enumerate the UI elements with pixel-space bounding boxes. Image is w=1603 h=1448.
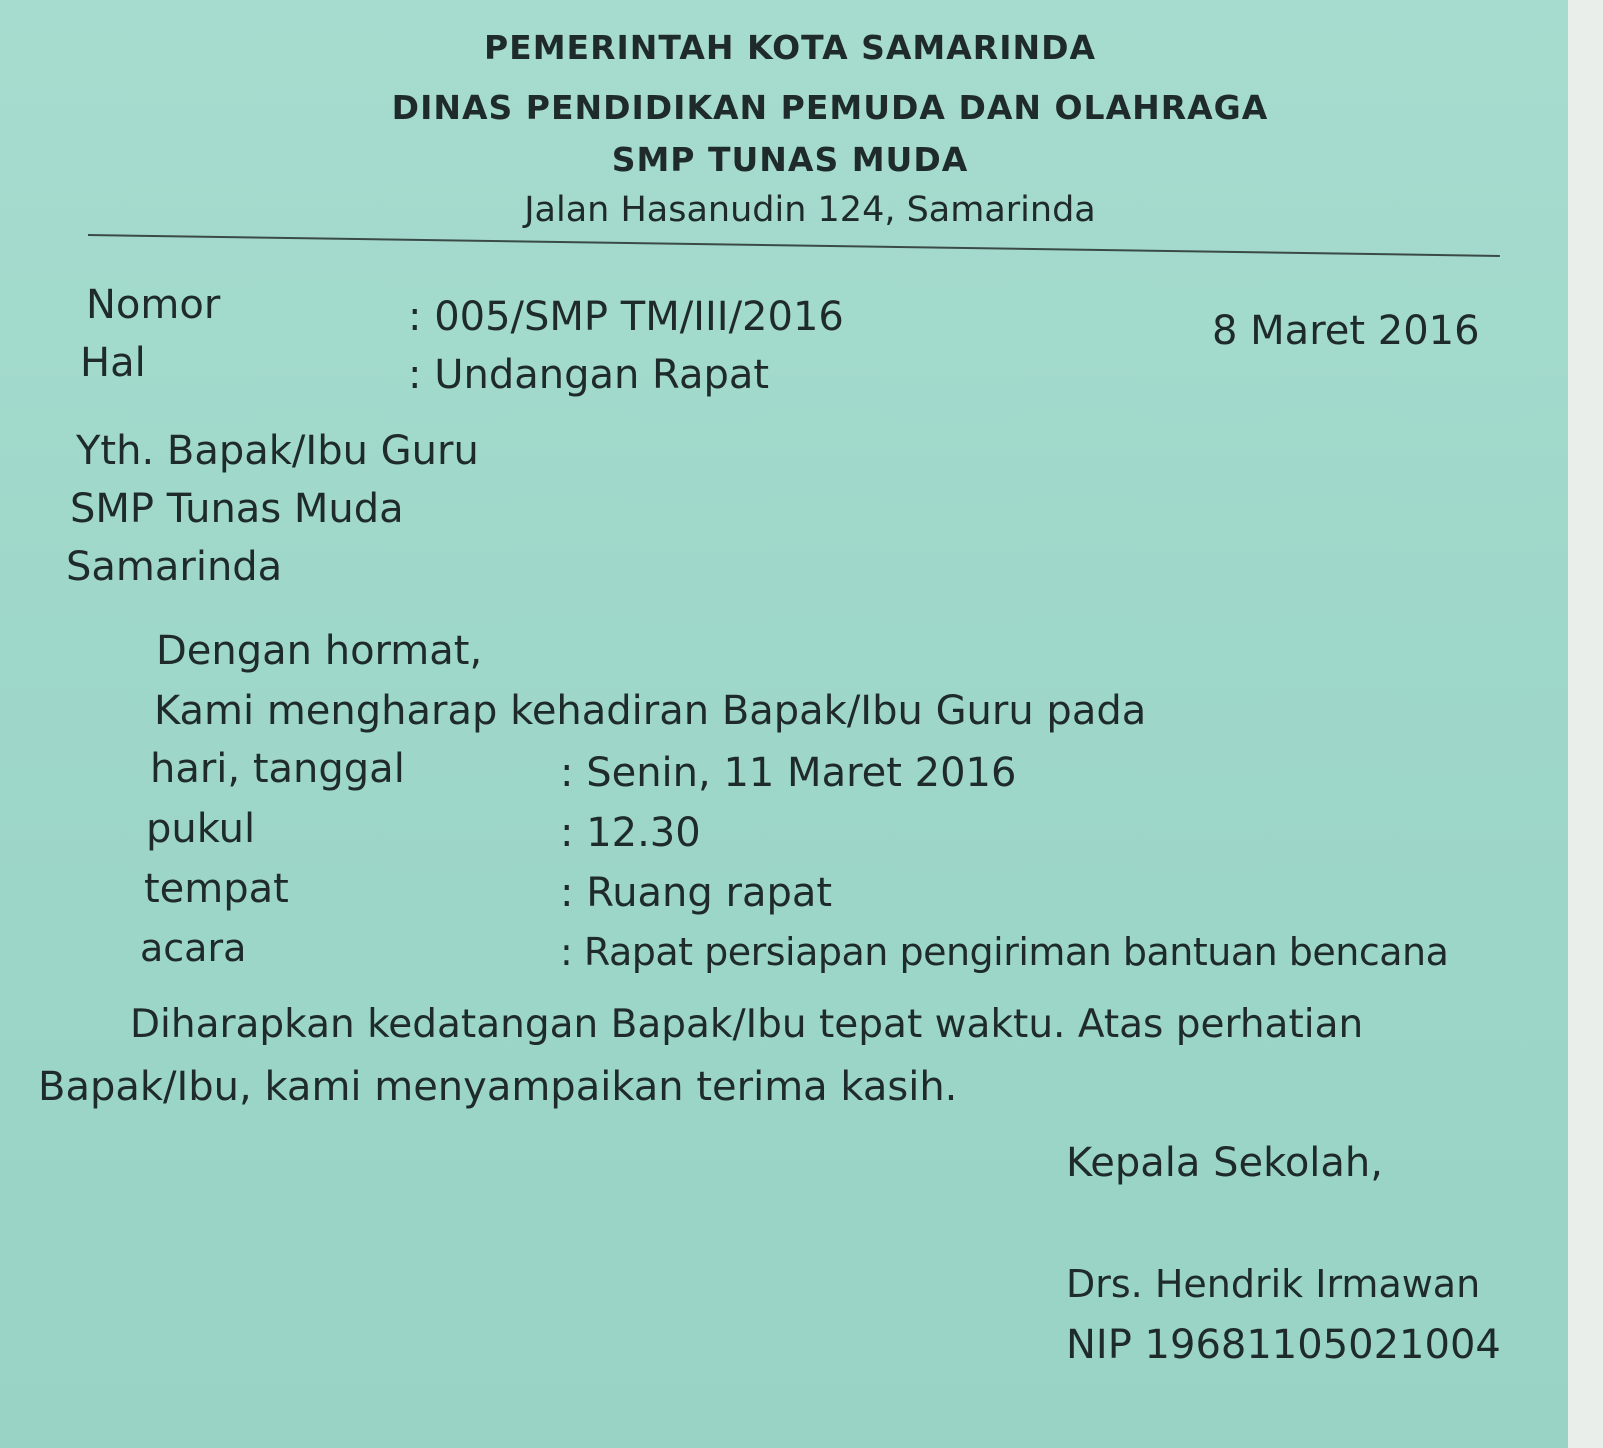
nomor-label: Nomor [86,282,221,328]
letterhead-government: PEMERINTAH KOTA SAMARINDA [483,28,1097,67]
letter-date: 8 Maret 2016 [1212,308,1480,354]
letterhead-divider [88,234,1500,257]
detail-value-time: : 12.30 [560,810,701,856]
nomor-value: : 005/SMP TM/III/2016 [408,294,844,340]
letterhead-address: Jalan Hasanudin 124, Samarinda [524,190,1096,230]
detail-value-event: : Rapat persiapan pengiriman bantuan bencana [560,930,1449,974]
letterhead-department: DINAS PENDIDIKAN PEMUDA DAN OLAHRAGA [391,88,1269,127]
detail-value-place: : Ruang rapat [560,870,833,916]
recipient-line3: Samarinda [66,544,283,590]
recipient-line1: Yth. Bapak/Ibu Guru [76,428,479,474]
signature-name: Drs. Hendrik Irmawan [1066,1262,1481,1306]
detail-label-place: tempat [144,866,289,912]
detail-label-date: hari, tanggal [150,746,405,792]
greeting: Dengan hormat, [156,628,483,674]
closing-line1: Diharapkan kedatangan Bapak/Ibu tepat waktu. Atas perhatian [130,1002,1364,1047]
letterhead-school: SMP TUNAS MUDA [611,140,969,179]
hal-value: : Undangan Rapat [408,352,770,398]
signature-title: Kepala Sekolah, [1066,1140,1383,1186]
intro-text: Kami mengharap kehadiran Bapak/Ibu Guru pada [154,688,1147,734]
detail-label-event: acara [140,926,247,970]
hal-label: Hal [80,340,146,386]
detail-label-time: pukul [146,806,256,852]
recipient-line2: SMP Tunas Muda [70,486,404,532]
detail-value-date: : Senin, 11 Maret 2016 [560,750,1017,796]
closing-line2: Bapak/Ibu, kami menyampaikan terima kasih. [38,1064,958,1110]
signature-nip: NIP 19681105021004 [1066,1322,1501,1368]
